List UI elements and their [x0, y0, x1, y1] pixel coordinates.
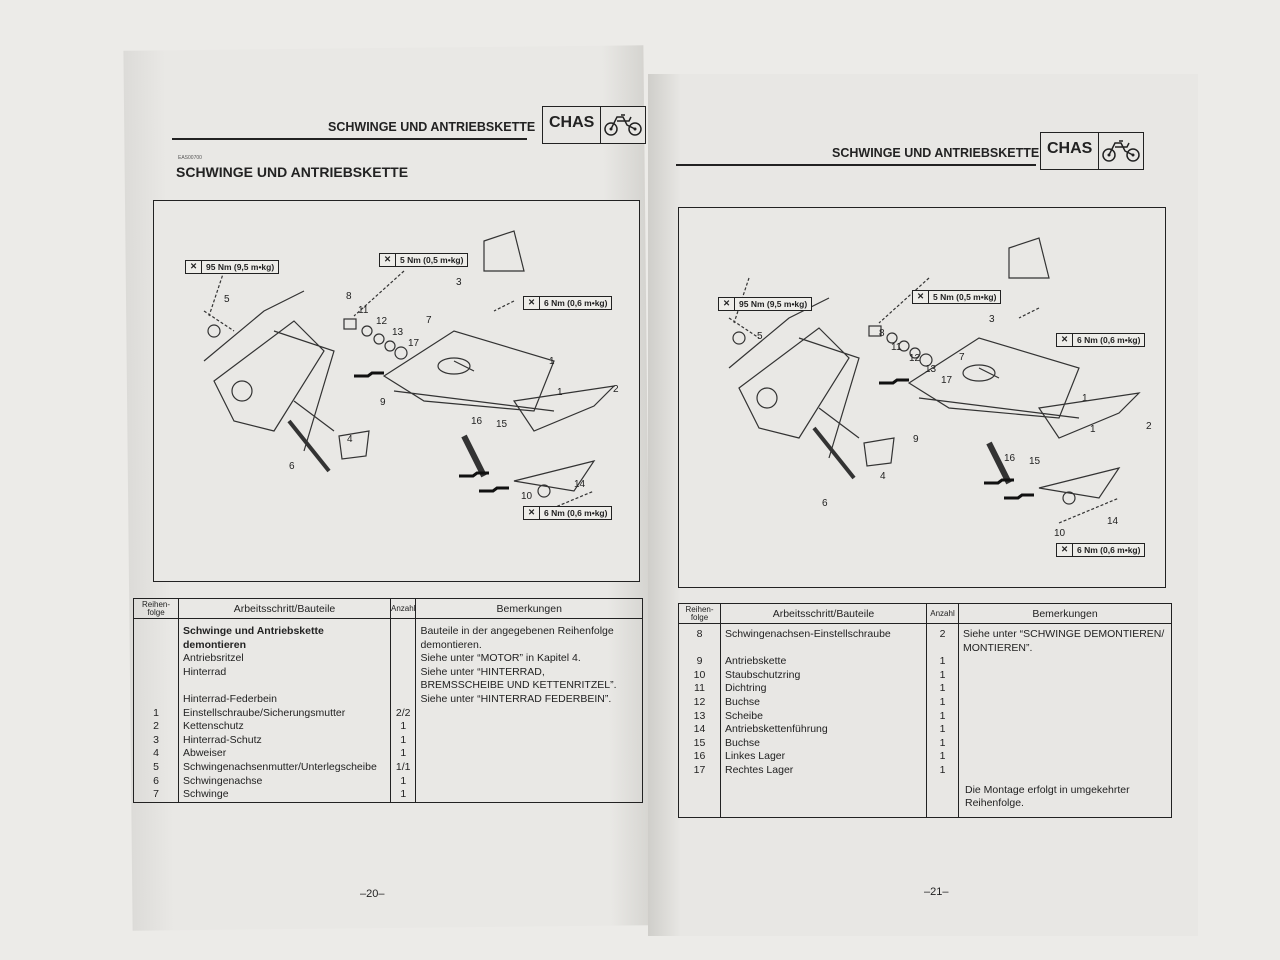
- order-cell: 5: [153, 760, 159, 773]
- part-callout: 13: [925, 364, 937, 375]
- section-title: SCHWINGE UND ANTRIEBSKETTE: [176, 164, 409, 180]
- torque-spec: ✕ 5 Nm (0,5 m•kg): [912, 290, 1001, 304]
- part-callout: 15: [496, 419, 508, 430]
- order-cell: 9: [696, 655, 703, 668]
- remark-footer-line: Reihenfolge.: [965, 797, 1024, 810]
- qty-cell: 1: [939, 763, 946, 776]
- part-callout: 12: [376, 316, 388, 327]
- steps-cell: Schwingenachse: [183, 774, 263, 787]
- part-callout: 7: [426, 315, 432, 326]
- order-cell: 15: [693, 736, 706, 749]
- qty-cell: 1: [939, 668, 946, 681]
- section-badge: [542, 106, 646, 144]
- steps-cell: Einstellschraube/Sicherungsmutter: [183, 706, 346, 719]
- col-remarks: Bemerkungen: [416, 599, 643, 619]
- part-callout: 2: [1146, 421, 1152, 432]
- qty-cell: 1: [939, 655, 946, 668]
- part-callout: 2: [613, 384, 619, 395]
- steps-cell: [183, 679, 386, 693]
- steps-cell: Schwinge und Antriebskette: [183, 625, 324, 637]
- remark-line: Bauteile in der angegebenen Reihenfolge: [420, 625, 614, 637]
- part-callout: 4: [347, 434, 353, 445]
- steps-cell: Buchse: [725, 695, 761, 708]
- torque-wrench-icon: ✕: [524, 297, 540, 309]
- col-order: Reihen-folge: [679, 604, 721, 624]
- parts-table: [678, 603, 1172, 818]
- steps-cell: Hinterrad-Schutz: [183, 733, 262, 746]
- steps-cell: Antriebsritzel: [183, 652, 244, 665]
- steps-cell: [725, 642, 922, 656]
- steps-cell: Hinterrad-Federbein: [183, 692, 277, 705]
- part-callout: 13: [392, 327, 404, 338]
- qty-cell: [395, 652, 411, 666]
- header-rule: [676, 164, 1036, 166]
- motorcycle-icon: [601, 107, 645, 141]
- steps-cell: Antriebskette: [725, 655, 787, 668]
- order-cell: [138, 639, 174, 653]
- col-qty: Anzahl: [391, 599, 416, 619]
- part-callout: 10: [521, 491, 533, 502]
- motorcycle-icon: [1099, 133, 1143, 167]
- qty-cell: 1/1: [395, 760, 411, 773]
- col-order: Reihen-folge: [134, 599, 179, 619]
- remark-line: Siehe unter “SCHWINGE DEMONTIEREN/: [963, 628, 1165, 640]
- order-cell: 7: [153, 788, 159, 801]
- qty-cell: [395, 693, 411, 707]
- order-cell: [138, 693, 174, 707]
- torque-wrench-icon: ✕: [524, 507, 540, 519]
- part-callout: 11: [358, 305, 369, 316]
- part-callout: 1: [549, 356, 555, 367]
- running-header: SCHWINGE UND ANTRIEBSKETTE: [328, 120, 536, 134]
- remark-footer-line: Die Montage erfolgt in umgekehrter: [965, 783, 1130, 796]
- order-cell: [138, 652, 174, 666]
- order-cell: 2: [153, 720, 159, 733]
- swingarm-exploded-diagram: [679, 208, 1166, 588]
- table-header: [134, 599, 643, 619]
- order-cell: 16: [693, 750, 706, 763]
- steps-cell: Dichtring: [725, 682, 767, 695]
- qty-cell: 1: [400, 788, 407, 801]
- part-callout: 14: [1107, 516, 1119, 527]
- col-step: Arbeitsschritt/Bauteile: [721, 604, 927, 624]
- qty-cell: 1: [400, 733, 407, 746]
- part-callout: 5: [757, 331, 763, 342]
- steps-cell: Buchse: [725, 736, 761, 749]
- qty-cell: 1: [400, 720, 407, 733]
- torque-spec: ✕ 6 Nm (0,6 m•kg): [523, 296, 612, 310]
- col-qty: Anzahl: [927, 604, 959, 624]
- section-badge: [1040, 132, 1144, 170]
- order-cell: 4: [153, 747, 159, 760]
- torque-wrench-icon: ✕: [1057, 544, 1073, 556]
- order-cell: 11: [694, 682, 705, 695]
- part-callout: 6: [822, 498, 828, 509]
- chas-label: CHAS: [543, 107, 601, 143]
- order-cell: 1: [153, 706, 159, 719]
- part-callout: 12: [909, 353, 921, 364]
- torque-spec: ✕ 95 Nm (9,5 m•kg): [718, 297, 812, 311]
- steps-cell: Hinterrad: [183, 665, 227, 678]
- remark-line: demontieren.: [420, 638, 482, 651]
- part-callout: 9: [913, 434, 919, 445]
- torque-wrench-icon: ✕: [380, 254, 396, 266]
- section-code: EAS00700: [178, 155, 202, 161]
- remark-line: Siehe unter “HINTERRAD FEDERBEIN”.: [420, 692, 612, 705]
- order-cell: 14: [693, 723, 706, 736]
- remark-line: Siehe unter “MOTOR” in Kapitel 4.: [420, 652, 581, 665]
- col-remarks: Bemerkungen: [959, 604, 1172, 624]
- qty-cell: 1: [400, 774, 407, 787]
- steps-cell: Kettenschutz: [183, 720, 244, 733]
- torque-wrench-icon: ✕: [186, 261, 202, 273]
- part-callout: 1: [557, 387, 563, 398]
- part-callout: 1: [1090, 424, 1096, 435]
- torque-wrench-icon: ✕: [719, 298, 735, 310]
- steps-cell: Rechtes Lager: [725, 763, 794, 776]
- part-callout: 3: [989, 314, 995, 325]
- torque-wrench-icon: ✕: [913, 291, 929, 303]
- remark-line: BREMSSCHEIBE UND KETTENRITZEL”.: [420, 679, 617, 692]
- order-cell: 8: [696, 628, 703, 640]
- steps-cell: Staubschutzring: [725, 668, 801, 681]
- qty-cell: 2: [939, 628, 946, 640]
- part-callout: 9: [380, 397, 386, 408]
- qty-cell: 1: [939, 723, 946, 736]
- col-step: Arbeitsschritt/Bauteile: [179, 599, 391, 619]
- steps-cell: Schwingenachsenmutter/Unterlegscheibe: [183, 760, 377, 773]
- order-cell: 6: [153, 774, 159, 787]
- qty-cell: [395, 625, 411, 639]
- exploded-diagram: [678, 207, 1166, 588]
- part-callout: 5: [224, 294, 230, 305]
- part-callout: 3: [456, 277, 462, 288]
- order-cell: 13: [693, 709, 706, 722]
- table-header: [679, 604, 1172, 624]
- order-cell: 12: [693, 695, 706, 708]
- torque-spec: ✕ 6 Nm (0,6 m•kg): [1056, 543, 1145, 557]
- part-callout: 11: [891, 342, 902, 353]
- qty-cell: [931, 642, 954, 656]
- part-callout: 4: [880, 471, 886, 482]
- header-rule: [172, 138, 527, 140]
- order-cell: [138, 679, 174, 693]
- qty-cell: 2/2: [395, 706, 411, 719]
- page-number: –21–: [924, 886, 949, 898]
- chas-label: CHAS: [1041, 133, 1099, 169]
- parts-table: [133, 598, 643, 803]
- torque-spec: ✕ 6 Nm (0,6 m•kg): [523, 506, 612, 520]
- exploded-diagram: [153, 200, 640, 582]
- part-callout: 16: [471, 416, 483, 427]
- part-callout: 8: [879, 328, 885, 339]
- part-callout: 1: [1082, 393, 1088, 404]
- part-callout: 10: [1054, 528, 1066, 539]
- torque-wrench-icon: ✕: [1057, 334, 1073, 346]
- qty-cell: 1: [939, 709, 946, 722]
- part-callout: 6: [289, 461, 295, 472]
- torque-spec: ✕ 5 Nm (0,5 m•kg): [379, 253, 468, 267]
- order-cell: 17: [693, 763, 706, 776]
- qty-cell: [395, 679, 411, 693]
- qty-cell: [395, 639, 411, 653]
- order-cell: [138, 666, 174, 680]
- steps-cell: Schwingenachsen-Einstellschraube: [725, 628, 891, 640]
- qty-cell: 1: [939, 695, 946, 708]
- part-callout: 8: [346, 291, 352, 302]
- remark-line: Siehe unter “HINTERRAD,: [420, 665, 545, 678]
- order-cell: 3: [153, 733, 159, 746]
- part-callout: 7: [959, 352, 965, 363]
- qty-cell: 1: [939, 682, 946, 695]
- steps-cell: demontieren: [183, 638, 247, 651]
- order-cell: [683, 642, 716, 656]
- part-callout: 15: [1029, 456, 1041, 467]
- remark-line: MONTIEREN”.: [963, 641, 1033, 654]
- steps-cell: Antriebskettenführung: [725, 723, 828, 736]
- part-callout: 17: [408, 338, 420, 349]
- running-header: SCHWINGE UND ANTRIEBSKETTE: [832, 146, 1040, 160]
- qty-cell: 1: [939, 736, 946, 749]
- steps-cell: Linkes Lager: [725, 750, 786, 763]
- torque-spec: ✕ 6 Nm (0,6 m•kg): [1056, 333, 1145, 347]
- part-callout: 16: [1004, 453, 1016, 464]
- qty-cell: 1: [400, 747, 407, 760]
- steps-cell: Scheibe: [725, 709, 763, 722]
- part-callout: 17: [941, 375, 953, 386]
- steps-cell: Schwinge: [183, 788, 229, 801]
- page-number: –20–: [360, 888, 385, 900]
- qty-cell: 1: [939, 750, 946, 763]
- qty-cell: [395, 666, 411, 680]
- order-cell: 10: [693, 668, 706, 681]
- torque-spec: ✕ 95 Nm (9,5 m•kg): [185, 260, 279, 274]
- part-callout: 14: [574, 479, 586, 490]
- steps-cell: Abweiser: [183, 747, 227, 760]
